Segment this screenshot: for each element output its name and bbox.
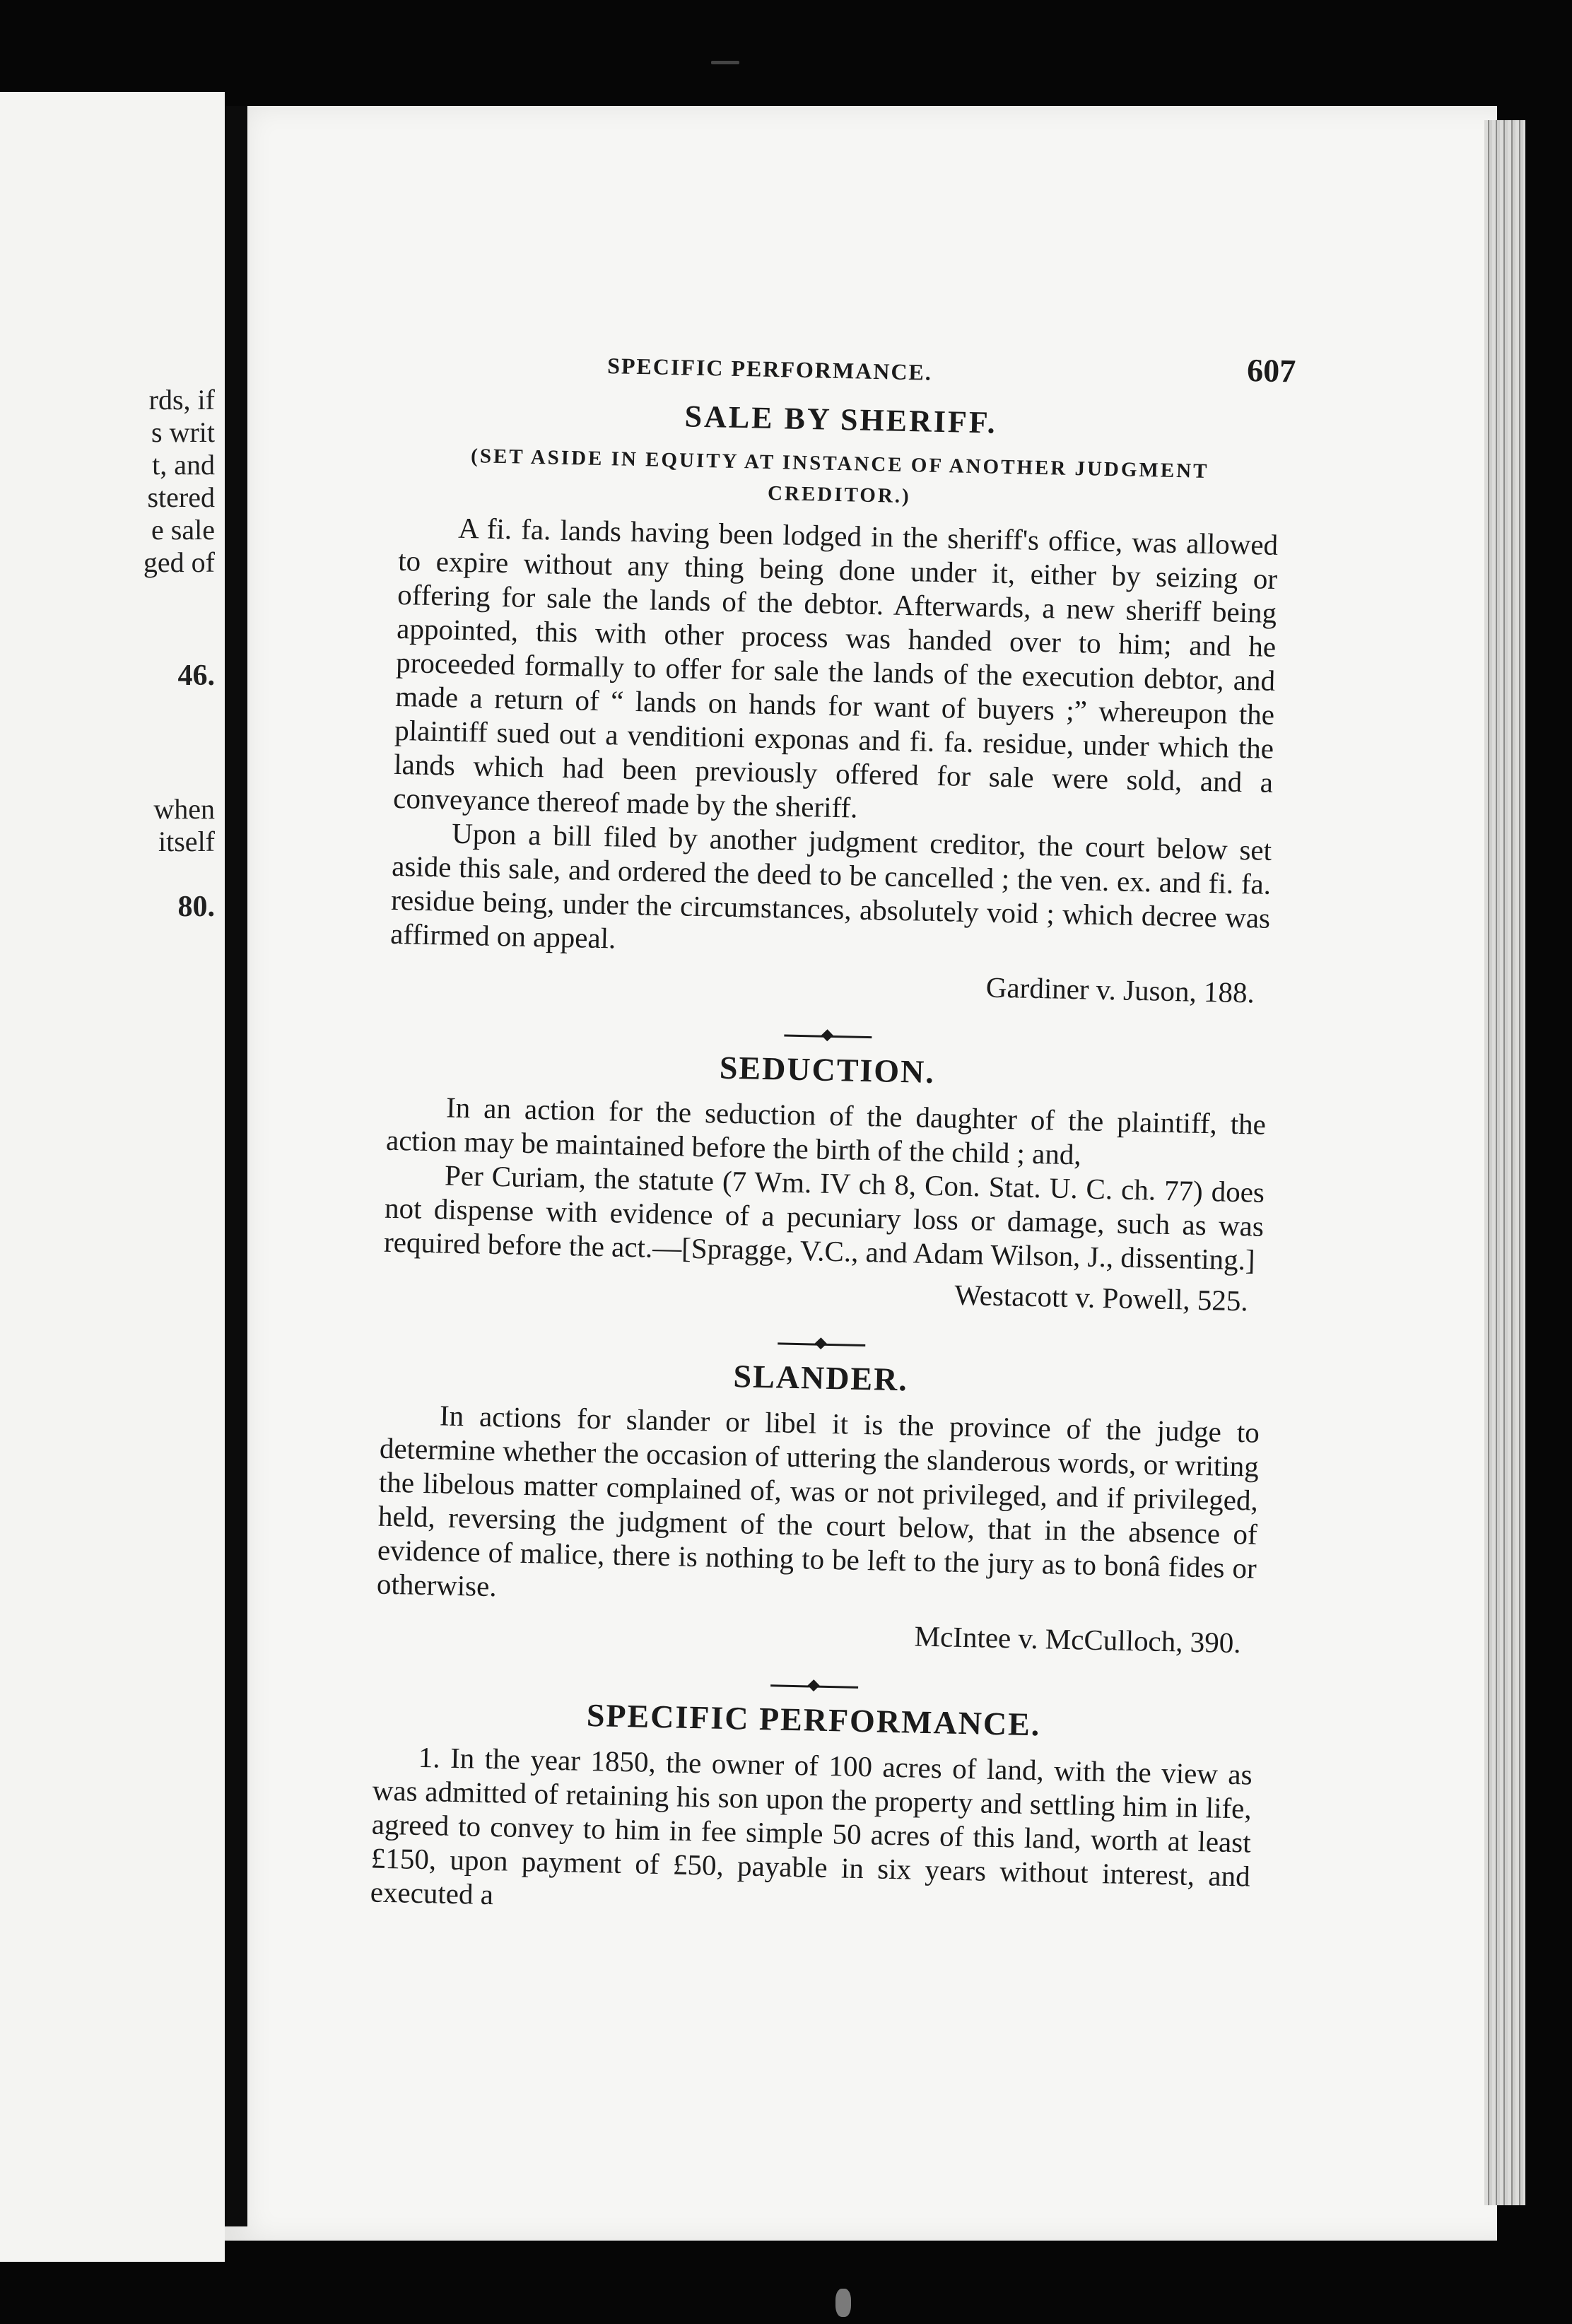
- left-page-fragment: stered: [147, 481, 215, 513]
- left-page-fragment: itself: [158, 826, 215, 857]
- scan-speck: [835, 2289, 851, 2317]
- paragraph: Upon a bill filed by another judgment creditor, the court below set aside this sale, and ordered the deed to be cancelled ; the ven. ex. and fi. fa. residue being, under the circumstances, absolutely void ; which decree was affirmed on appeal.: [389, 816, 1272, 955]
- left-page-fragment: rds, if: [148, 384, 215, 416]
- page-number: 607: [1246, 352, 1296, 389]
- left-page-fragment: ged of: [143, 546, 215, 578]
- paragraph: Per Curiam, the statute (7 Wm. IV ch 8, Con. Stat. U. C. ch. 77) does not dispense with evidence of a pecuniary loss or damage, such as was required before the act.—[Spragge, V.C., and Adam Wilson, J., dissenting.]: [383, 1158, 1265, 1277]
- section-divider: [784, 1030, 872, 1043]
- section-heading: SLANDER.: [733, 1358, 909, 1398]
- running-head: SPECIFIC PERFORMANCE.: [606, 353, 933, 385]
- page-header: [402, 336, 1296, 399]
- left-page-fragment: e sale: [151, 514, 215, 546]
- section-seduction: [382, 1043, 1267, 1318]
- section-divider: [770, 1679, 858, 1693]
- section-heading: SPECIFIC PERFORMANCE.: [586, 1696, 1041, 1743]
- scan-speck: [711, 61, 739, 64]
- section-sale-by-sheriff: [389, 392, 1281, 1010]
- left-page-fragment: s writ: [151, 416, 215, 448]
- section-subheading: (SET ASIDE IN EQUITY AT INSTANCE OF ANOTHER JUDGMENT CREDITOR.): [470, 445, 1209, 508]
- section-slander: [375, 1351, 1260, 1660]
- left-page-fragment: 46.: [177, 659, 215, 692]
- paragraph: 1. In the year 1850, the owner of 100 acres of land, with the view as was admitted of retaining his son upon the property and settling him in life, agreed to convey to him in fee simple 50 acres of this land, worth at least £150, upon payment of £50, payable in six years without interest, and executed a: [370, 1740, 1253, 1911]
- page-edges: [1484, 120, 1525, 2205]
- left-page-fragment: 80.: [177, 891, 215, 923]
- page-text-block: [370, 336, 1296, 1927]
- book-page: [225, 106, 1497, 2241]
- facing-left-page: [0, 92, 225, 2262]
- book-gutter: [225, 106, 247, 2226]
- left-page-fragment: when: [153, 793, 215, 825]
- case-citation: McIntee v. McCulloch, 390.: [914, 1619, 1242, 1660]
- section-divider: [778, 1337, 865, 1351]
- section-specific-performance: [370, 1693, 1253, 1927]
- paragraph: In an action for the seduction of the daughter of the plaintiff, the action may be maintained before the birth of the child ; and,: [385, 1091, 1267, 1171]
- case-citation: Westacott v. Powell, 525.: [954, 1278, 1249, 1317]
- paragraph: A fi. fa. lands having been lodged in the sheriff's office, was allowed to expire without any thing being done under it, either by seizing or offering for sale the lands of the debtor. Afterwards, a new sheriff being appointed, this with other process was handed over to him; and he proceeded formally to offer for sale the lands of the execution debtor, and made a return of “ lands on hands for want of buyers ;” whereupon the plaintiff sued out a venditioni exponas and fi. fa. residue, under which the lands which had been previously offered for sale were sold, and a conveyance thereof made by the sheriff.: [392, 511, 1279, 824]
- section-heading: SEDUCTION.: [719, 1049, 936, 1090]
- section-heading: SALE BY SHERIFF.: [684, 399, 998, 440]
- paragraph: In actions for slander or libel it is the province of the judge to determine whether the occasion of uttering the slanderous words, or writing the libelous matter complained of, was or not privileged, and if privileged, held, reversing the judgment of the court below, that in the absence of evidence of malice, there is nothing to be left to the jury as to bonâ fides or otherwise.: [376, 1399, 1260, 1603]
- left-page-fragment: t, and: [152, 449, 215, 481]
- case-citation: Gardiner v. Juson, 188.: [985, 970, 1255, 1009]
